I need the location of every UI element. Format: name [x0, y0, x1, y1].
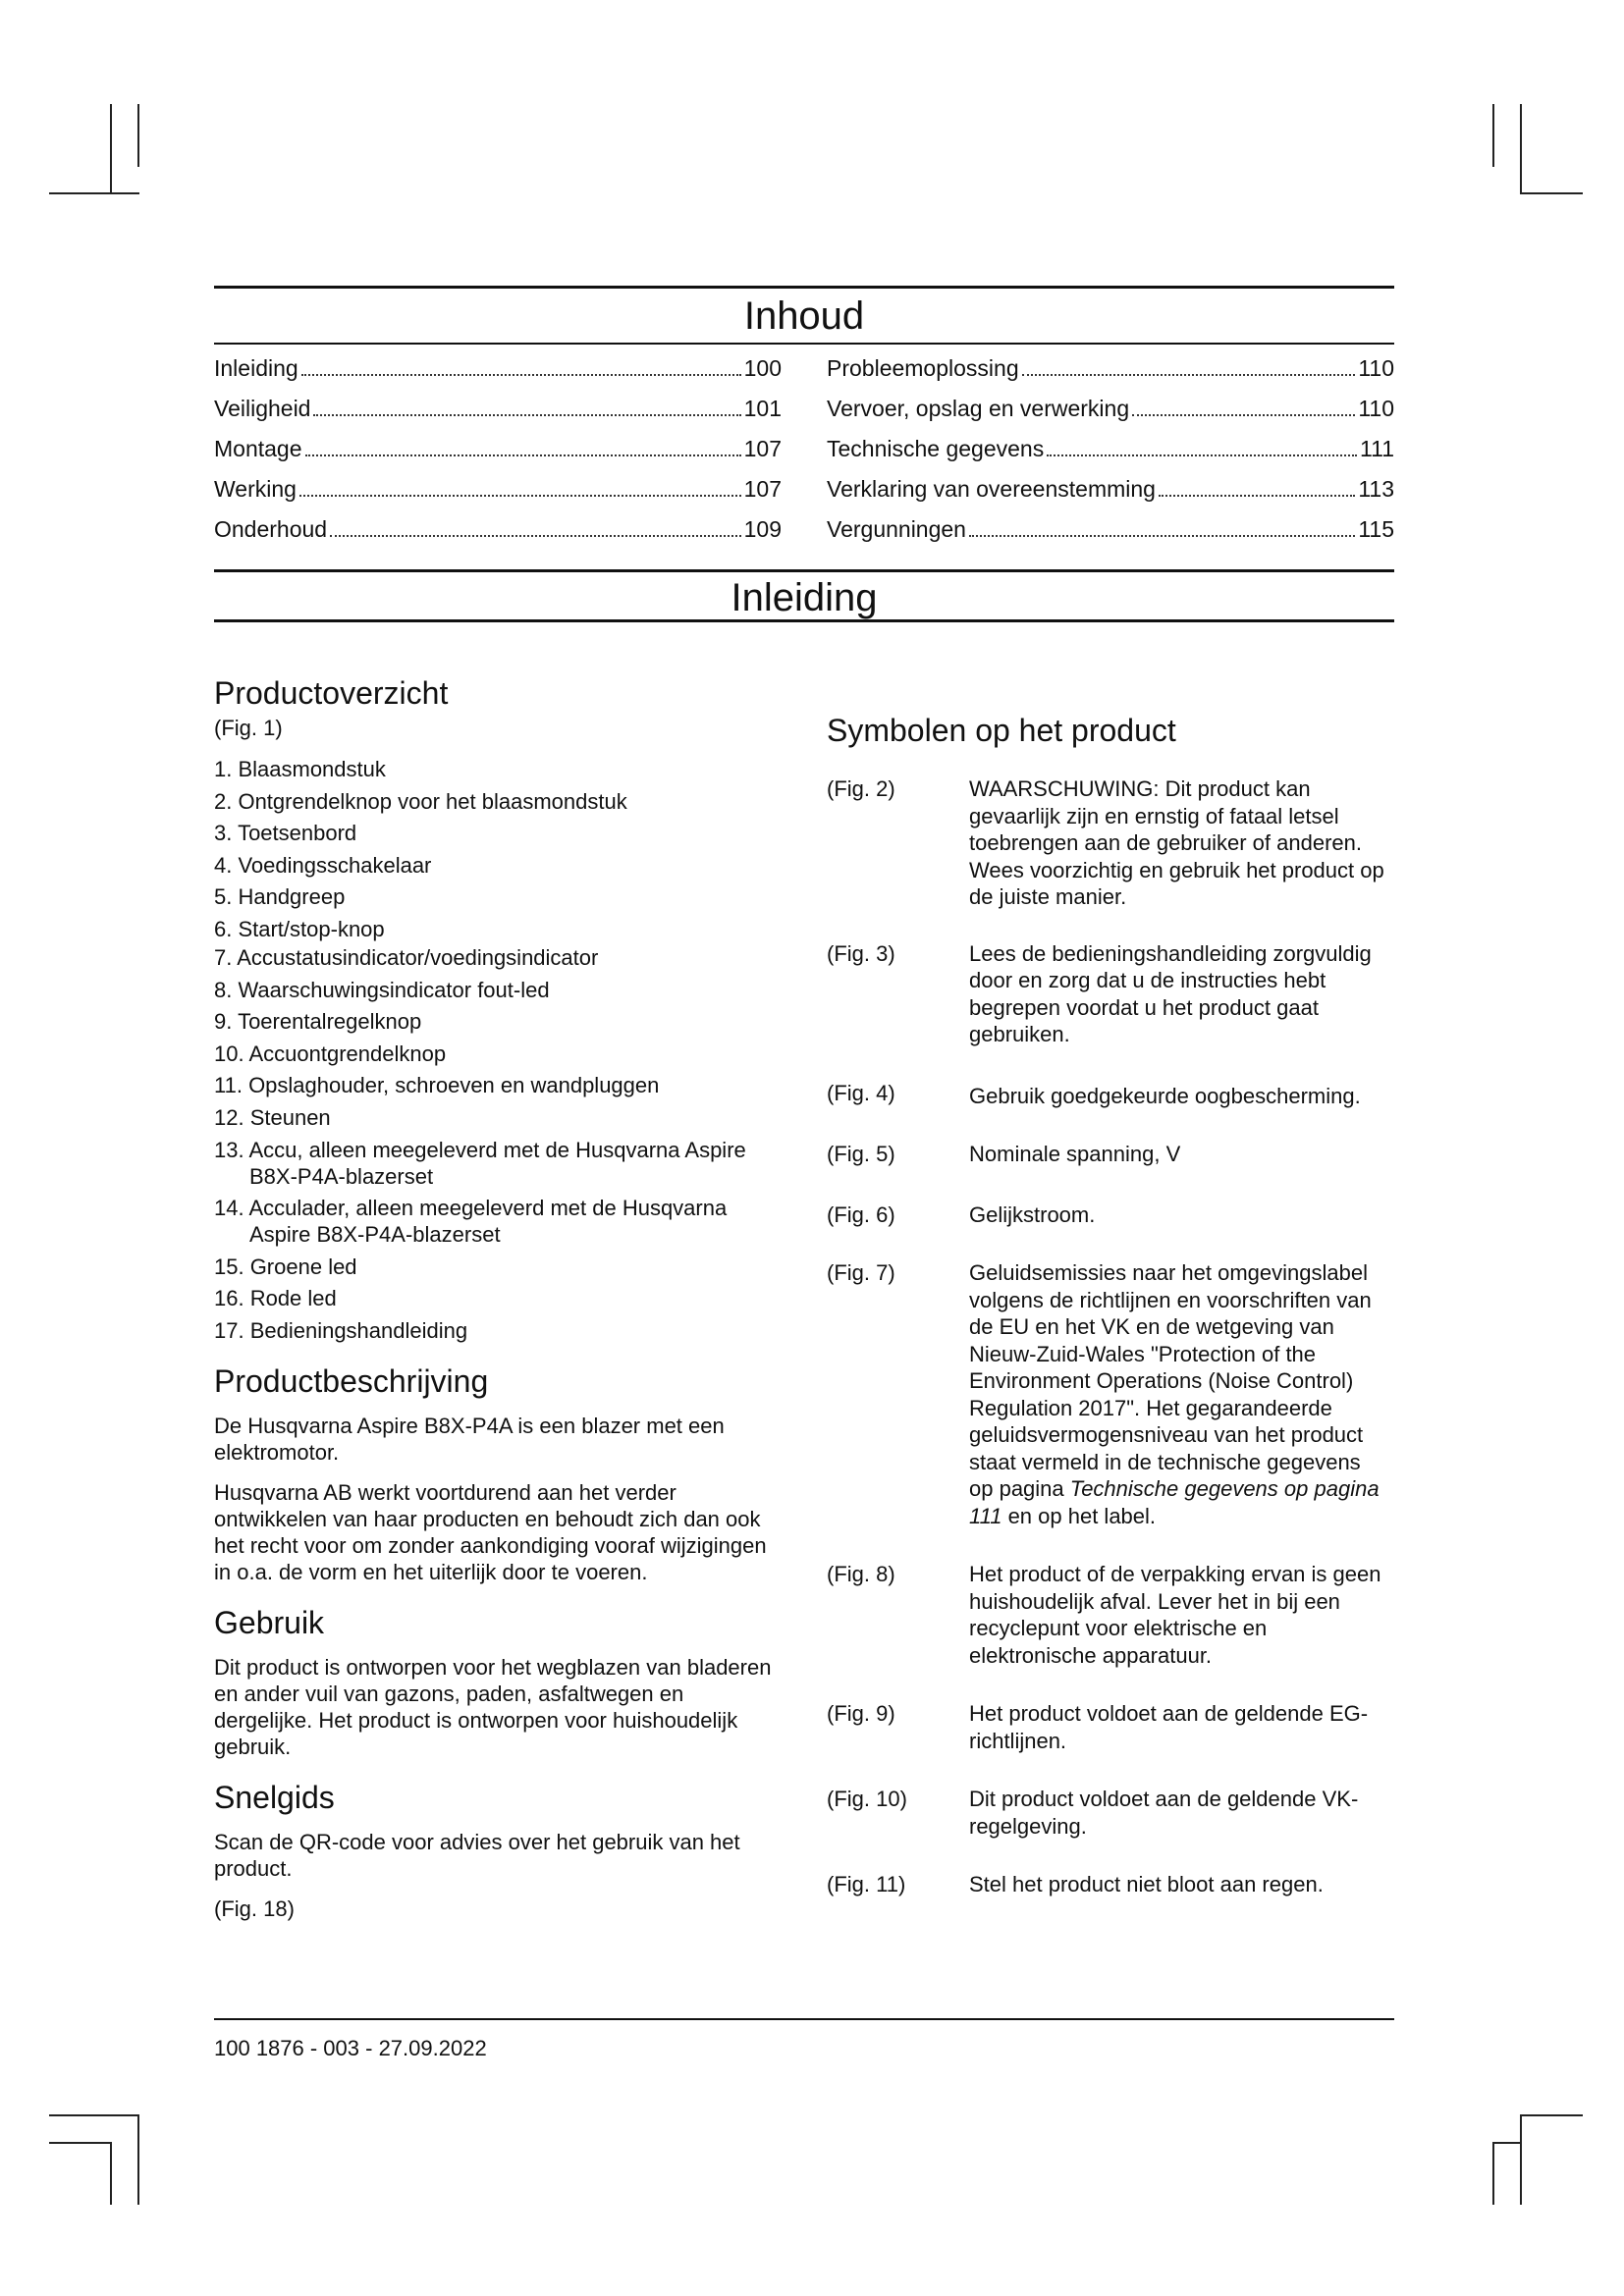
- symbol-fig-ref: (Fig. 5): [827, 1142, 895, 1166]
- description-paragraph-1: De Husqvarna Aspire B8X-P4A is een blazer met een elektromotor.: [214, 1413, 725, 1465]
- symbol-text: Het product of de verpakking ervan is geen huishoudelijk afval. Lever het in bij een recyclepunt voor elektrische en elektronische apparatuur.: [969, 1562, 1381, 1668]
- list-item: [214, 1195, 784, 1248]
- symbol-text: Stel het product niet bloot aan regen.: [969, 1872, 1324, 1896]
- symbol-row: [827, 1871, 1396, 1898]
- symbol-row: [827, 1700, 1396, 1754]
- symbol-fig-ref: (Fig. 6): [827, 1201, 895, 1227]
- toc-entry[interactable]: Probleemoplossing 110: [827, 355, 1394, 381]
- footer-rule: [214, 2018, 1394, 2020]
- intro-top-rule: [214, 569, 1394, 572]
- list-item-text: 13. Accu, alleen meegeleverd met de Husqvarna Aspire: [214, 1137, 746, 1162]
- list-item: 11. Opslaghouder, schroeven en wandpluggen: [214, 1073, 660, 1098]
- cross-reference-link[interactable]: Technische gegevens op pagina 111: [969, 1476, 1380, 1528]
- quickguide-fig-ref: (Fig. 18): [214, 1896, 295, 1921]
- list-item: 10. Accuontgrendelknop: [214, 1041, 447, 1066]
- symbol-text: Het product voldoet aan de geldende EG-richtlijnen.: [969, 1701, 1369, 1753]
- list-item-text: 14. Acculader, alleen meegeleverd met de Husqvarna: [214, 1196, 728, 1221]
- symbol-row: [827, 1201, 1396, 1229]
- toc-entry[interactable]: Vergunningen 115: [827, 516, 1394, 542]
- list-item: 5. Handgreep: [214, 884, 346, 910]
- toc-entry[interactable]: Werking 107: [214, 476, 782, 502]
- symbol-text-tail: en op het label.: [1001, 1503, 1157, 1528]
- toc-entry[interactable]: Inleiding 100: [214, 355, 782, 381]
- parts-list: [214, 756, 784, 1344]
- symbol-row: [827, 940, 1396, 1048]
- footer-page-info: 100 1876 - 003 - 27.09.2022: [214, 2036, 487, 2060]
- symbol-fig-ref: (Fig. 4): [827, 1080, 895, 1105]
- list-item: 9. Toerentalregelknop: [214, 1009, 422, 1035]
- list-item: 17. Bedieningshandleiding: [214, 1317, 468, 1343]
- symbols-heading: Symbolen op het product: [827, 713, 1176, 748]
- toc-right-column: [827, 348, 1394, 550]
- symbol-text: [969, 1259, 1396, 1529]
- symbol-row: [827, 1141, 1396, 1168]
- symbol-text: Dit product voldoet aan de geldende VK-regelgeving.: [969, 1787, 1359, 1839]
- list-item: 8. Waarschuwingsindicator fout-led: [214, 977, 550, 1002]
- list-item: 16. Rode led: [214, 1286, 337, 1311]
- list-item: 4. Voedingsschakelaar: [214, 852, 432, 878]
- list-item: 2. Ontgrendelknop voor het blaasmondstuk: [214, 788, 627, 814]
- list-item: 3. Toetsenbord: [214, 821, 357, 846]
- symbol-row: [827, 1561, 1396, 1669]
- description-paragraph-2: Husqvarna AB werkt voortdurend aan het verder ontwikkelen van haar producten en behoudt zich dan ook het recht voor om zonder aankondiging vooraf wijzigingen in o.a. de vorm en het uiterlijk door te voeren.: [214, 1479, 767, 1584]
- symbol-text: Gebruik goedgekeurde oogbescherming.: [969, 1083, 1361, 1108]
- symbol-text: Lees de bedieningshandleiding zorgvuldig door en zorg dat u de instructies hebt begrepen voordat u het product gaat gebruiken.: [969, 940, 1372, 1046]
- toc-entry[interactable]: Montage 107: [214, 436, 782, 461]
- symbol-row: [827, 775, 1396, 911]
- toc-entry[interactable]: Technische gegevens 111: [827, 436, 1394, 461]
- symbol-row: [827, 1080, 1396, 1110]
- quickguide-heading: Snelgids: [214, 1779, 335, 1815]
- toc-title-rule: [214, 343, 1394, 345]
- intro-title: Inleiding: [731, 576, 878, 619]
- use-heading: Gebruik: [214, 1604, 325, 1640]
- list-item: 1. Blaasmondstuk: [214, 757, 386, 781]
- list-item-continuation: Aspire B8X-P4A-blazerset: [249, 1222, 501, 1248]
- toc-entry[interactable]: Vervoer, opslag en verwerking 110: [827, 396, 1394, 421]
- list-item: 6. Start/stop-knop: [214, 916, 385, 941]
- symbol-text: Nominale spanning, V: [969, 1142, 1181, 1166]
- symbol-text: WAARSCHUWING: Dit product kan gevaarlijk zijn en ernstig of fataal letsel toebrengen aan de gebruiker of anderen. Wees voorzichtig en gebruik het product op de juiste manier.: [969, 776, 1384, 909]
- symbol-row: [827, 1786, 1396, 1840]
- toc-title: Inhoud: [743, 294, 865, 338]
- left-column: [214, 673, 784, 1922]
- toc-left-column: [214, 348, 782, 550]
- symbol-text: Gelijkstroom.: [969, 1201, 1096, 1227]
- toc-entry[interactable]: Onderhoud 109: [214, 516, 782, 542]
- overview-heading: Productoverzicht: [214, 675, 449, 711]
- symbol-fig-ref: (Fig. 8): [827, 1562, 895, 1586]
- list-item: [214, 1137, 784, 1190]
- symbol-fig-ref: (Fig. 11): [827, 1872, 906, 1896]
- symbol-row: [827, 1259, 1396, 1529]
- symbol-fig-ref: (Fig. 10): [827, 1787, 907, 1811]
- description-heading: Productbeschrijving: [214, 1362, 489, 1399]
- list-item-continuation: B8X-P4A-blazerset: [249, 1163, 434, 1189]
- intro-title-rule: [214, 619, 1394, 622]
- symbol-fig-ref: (Fig. 7): [827, 1260, 895, 1285]
- list-item: 12. Steunen: [214, 1104, 331, 1130]
- toc-entry[interactable]: Veiligheid 101: [214, 396, 782, 421]
- symbol-fig-ref: (Fig. 2): [827, 776, 895, 801]
- list-item: 15. Groene led: [214, 1254, 357, 1279]
- list-item: 7. Accustatusindicator/voedingsindicator: [214, 944, 599, 970]
- quickguide-paragraph: Scan de QR-code voor advies over het gebruik van het product.: [214, 1829, 740, 1881]
- overview-fig-ref: (Fig. 1): [214, 716, 283, 740]
- right-column: [827, 711, 1396, 1898]
- toc-entry[interactable]: Verklaring van overeenstemming 113: [827, 476, 1394, 502]
- use-paragraph: Dit product is ontworpen voor het wegblazen van bladeren en ander vuil van gazons, paden, asfaltwegen en dergelijke. Het product is ontworpen voor huishoudelijk gebruik.: [214, 1654, 772, 1759]
- symbol-fig-ref: (Fig. 3): [827, 940, 895, 966]
- symbol-fig-ref: (Fig. 9): [827, 1701, 895, 1726]
- toc-top-rule: [214, 286, 1394, 289]
- symbol-text-body: Geluidsemissies naar het omgevingslabel volgens de richtlijnen en voorschriften van de EU en het VK en de wetgeving van Nieuw-Zuid-Wales "Protection of the Environment Operations (Noise Control) Regulation 2017". Het gegarandeerde geluidsvermogensniveau van het product staat vermeld in de technische gegevens op pagina: [969, 1260, 1372, 1501]
